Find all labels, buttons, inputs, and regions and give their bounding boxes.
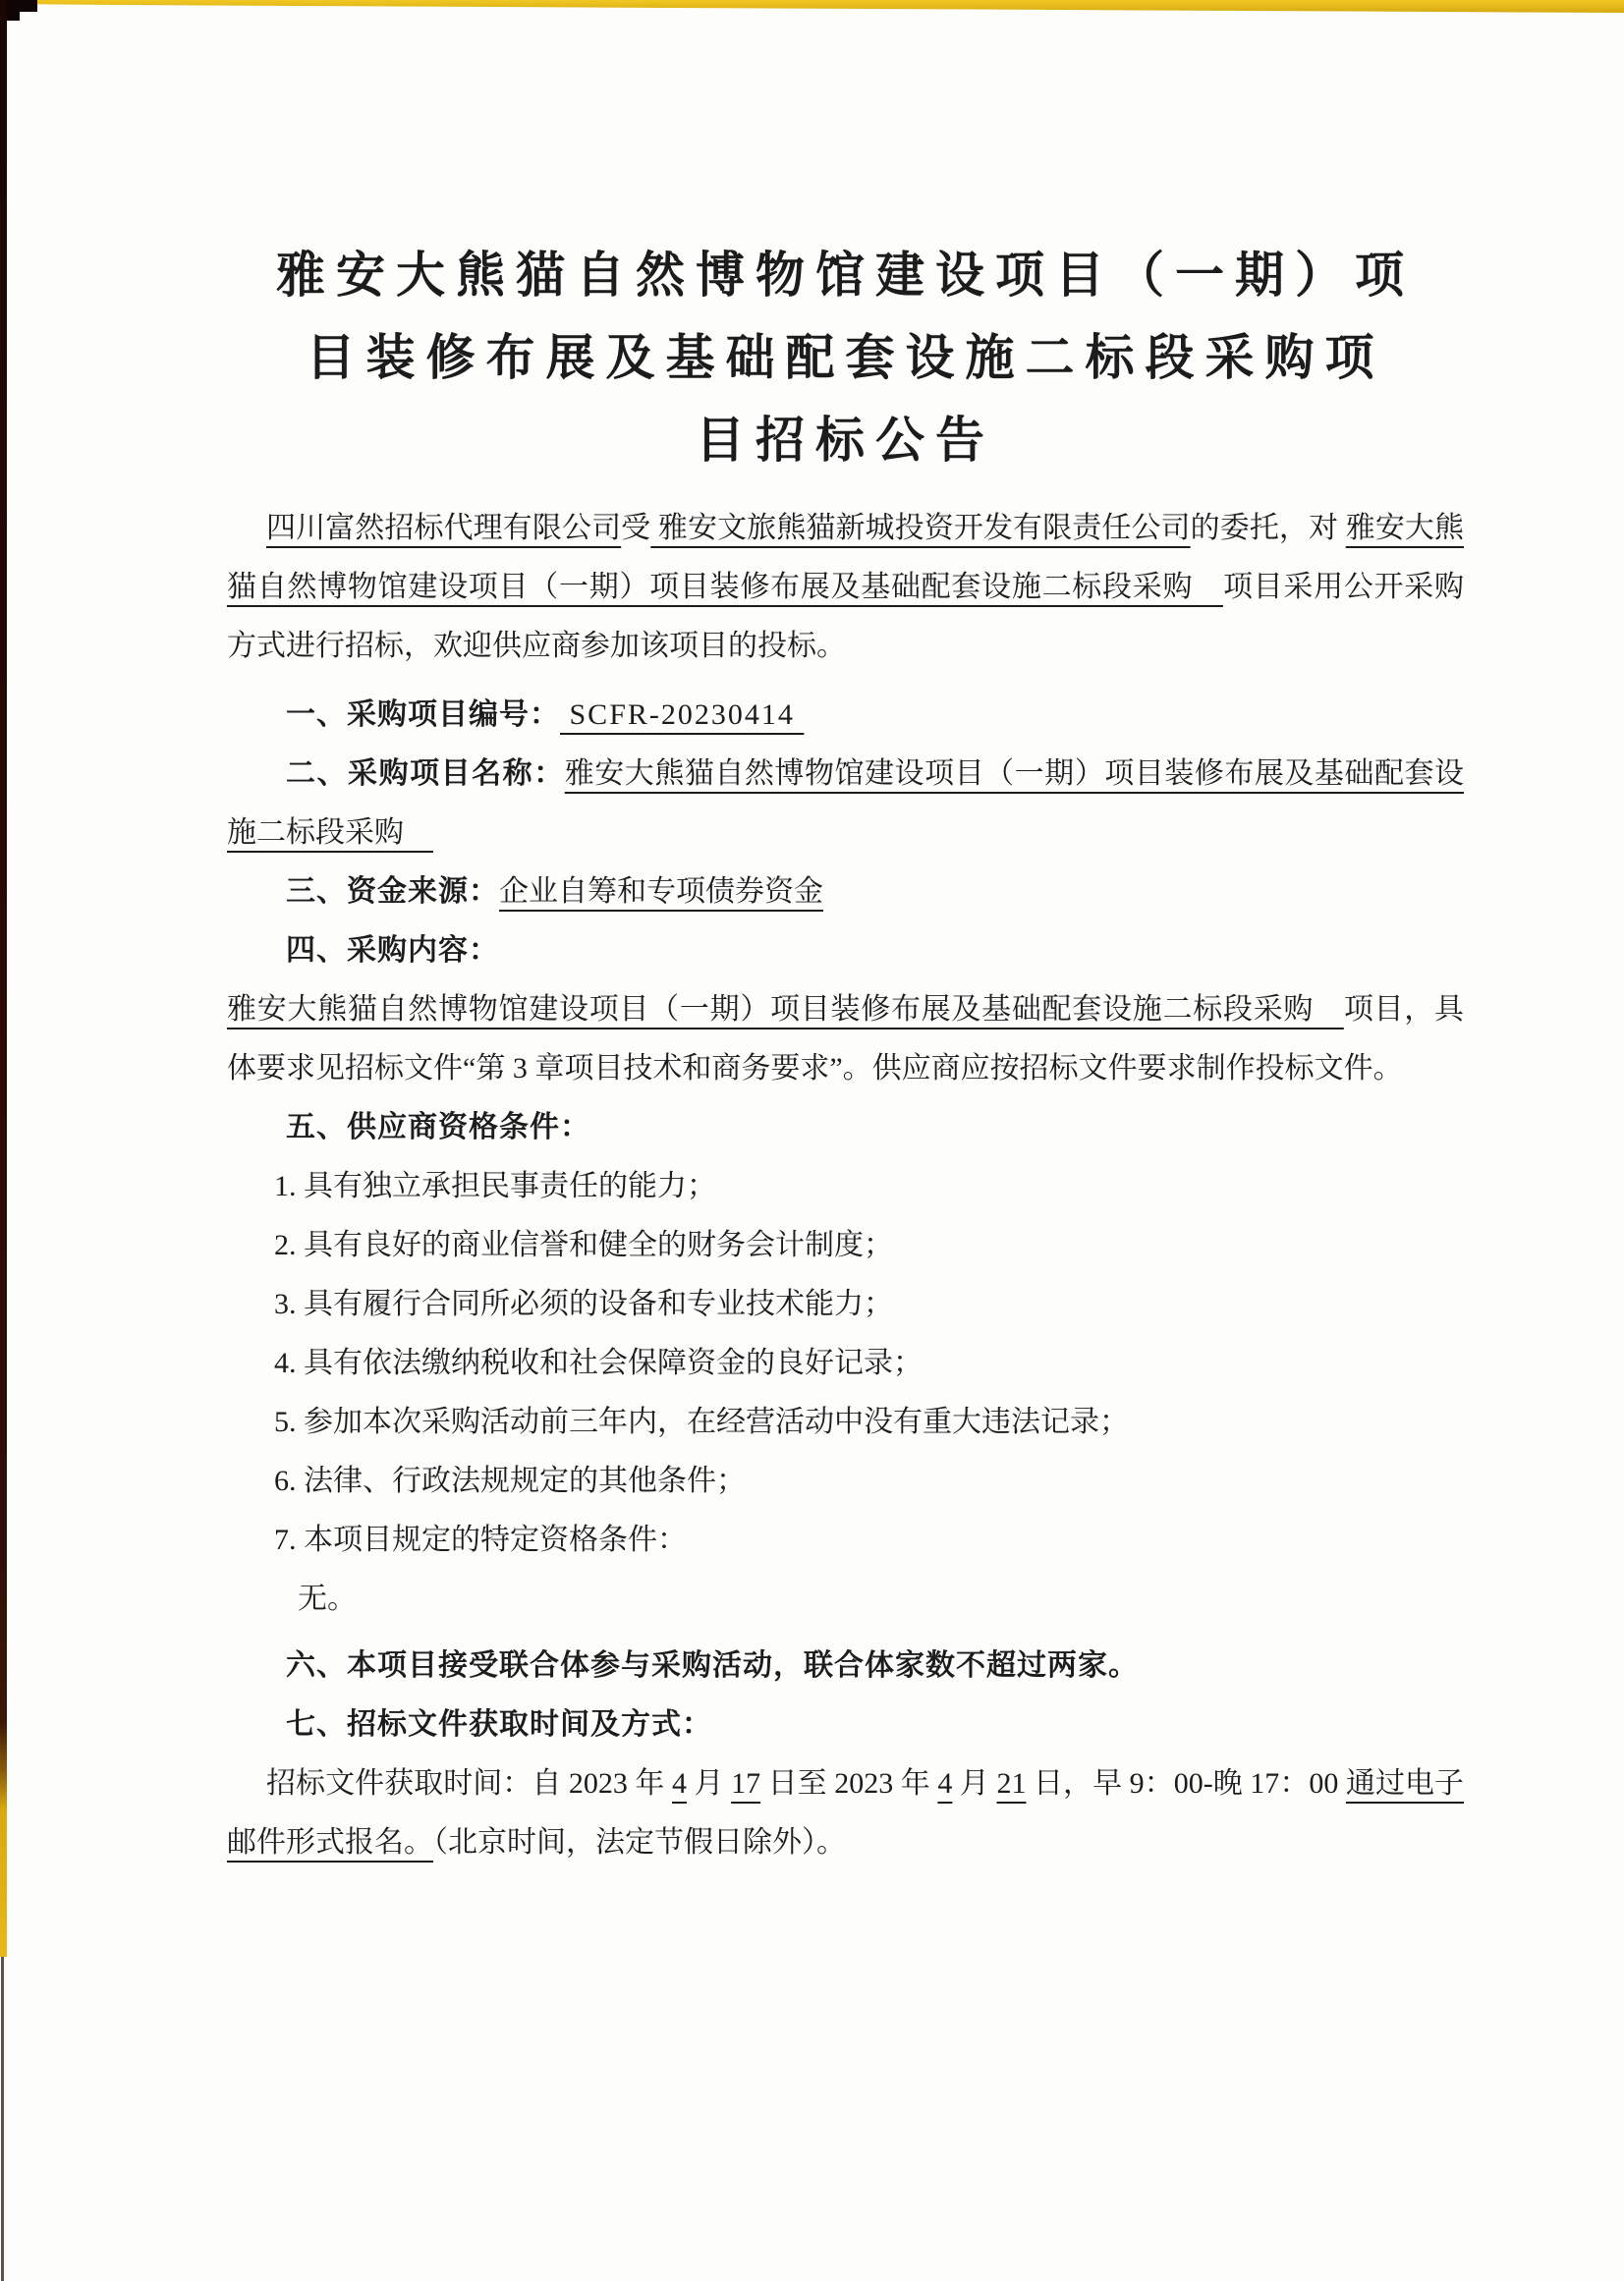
registration-method: 通过电子邮件形式报名。 (227, 1767, 1465, 1859)
qualification-item: 4. 具有依法缴纳税收和社会保障资金的良好记录； (274, 1347, 923, 1379)
section-1-label: 一、采购项目编号： (286, 698, 560, 731)
section-3-funding-source (227, 862, 1464, 921)
document-title (227, 234, 1464, 481)
title-line-1: 雅安大熊猫自然博物馆建设项目（一期）项 (276, 248, 1415, 303)
section-1-project-number (227, 686, 1464, 745)
project-name: 雅安大熊猫自然博物馆建设项目（一期）项目装修布展及基础配套设施二标段采购 (227, 512, 1465, 603)
section-4-paragraph (227, 980, 1464, 1098)
scan-edge-left (0, 0, 7, 1957)
intro-paragraph (227, 499, 1464, 676)
section-3-label: 三、资金来源： (286, 875, 499, 908)
section-5-label: 五、供应商资格条件： (286, 1111, 590, 1143)
acquisition-text: 招标文件获取时间：自 2023 年 (266, 1767, 672, 1800)
document-content (227, 234, 1464, 1872)
section-2-label: 二、采购项目名称： (286, 757, 565, 790)
acquisition-text: 日至 2023 年 (760, 1767, 938, 1800)
section-7-document-acquisition (227, 1696, 1464, 1754)
qualification-none: 无。 (298, 1583, 357, 1615)
section-2-project-name (227, 745, 1464, 862)
title-line-3: 目招标公告 (696, 413, 995, 468)
section-4-procurement-content (227, 921, 1464, 980)
section-4-label: 四、采购内容： (286, 934, 499, 967)
funding-source-value: 企业自筹和专项债券资金 (499, 875, 823, 908)
intro-middle: 的委托，对 (1190, 512, 1346, 544)
agency-name: 四川富然招标代理有限公司 (266, 512, 622, 544)
acquisition-text: 月 (687, 1767, 732, 1800)
acquisition-time-paragraph (227, 1754, 1464, 1872)
title-line-2: 目装修布展及基础配套设施二标段采购项 (306, 330, 1385, 385)
qualification-item: 7. 本项目规定的特定资格条件： (274, 1524, 687, 1556)
end-month: 4 (937, 1767, 953, 1800)
section-6-label: 六、本项目接受联合体参与采购活动，联合体家数不超过两家。 (286, 1649, 1139, 1682)
section-6-consortium (227, 1637, 1464, 1696)
section-5-supplier-qualifications (227, 1098, 1464, 1157)
qualification-item: 5. 参加本次采购活动前三年内，在经营活动中没有重大违法记录； (274, 1406, 1129, 1438)
qualification-item: 3. 具有履行合同所必须的设备和专业技术能力； (274, 1288, 893, 1320)
intro-rest: 项目采用公开采购方式进行招标，欢迎供应商参加该项目的投标。 (227, 571, 1465, 662)
acquisition-text: 日，早 9：00-晚 17：00 (1026, 1767, 1346, 1800)
intro-received: 受 (621, 512, 651, 544)
acquisition-text: 月 (952, 1767, 997, 1800)
qualification-item: 2. 具有良好的商业信誉和健全的财务会计制度； (274, 1229, 893, 1261)
start-day: 17 (731, 1767, 761, 1800)
qualification-item: 6. 法律、行政法规规定的其他条件； (274, 1465, 746, 1497)
section-4-rest: 项目，具体要求见招标文件“第 3 章项目技术和商务要求”。供应商应按招标文件要求制作投标文件。 (227, 993, 1465, 1085)
scan-edge-left-line (1, 1957, 4, 2281)
scan-edge-top (0, 0, 1624, 14)
end-day: 21 (996, 1767, 1027, 1800)
start-month: 4 (672, 1767, 687, 1800)
project-name-value: 雅安大熊猫自然博物馆建设项目（一期）项目装修布展及基础配套设施二标段采购 (227, 757, 1465, 849)
qualification-item: 1. 具有独立承担民事责任的能力； (274, 1170, 716, 1202)
project-number-value: SCFR-20230414 (560, 698, 805, 731)
section-7-label: 七、招标文件获取时间及方式： (286, 1708, 712, 1741)
client-name: 雅安文旅熊猫新城投资开发有限责任公司 (650, 512, 1191, 544)
acquisition-note: （北京时间，法定节假日除外）。 (433, 1826, 846, 1859)
section-4-project-name: 雅安大熊猫自然博物馆建设项目（一期）项目装修布展及基础配套设施二标段采购 (227, 993, 1344, 1026)
